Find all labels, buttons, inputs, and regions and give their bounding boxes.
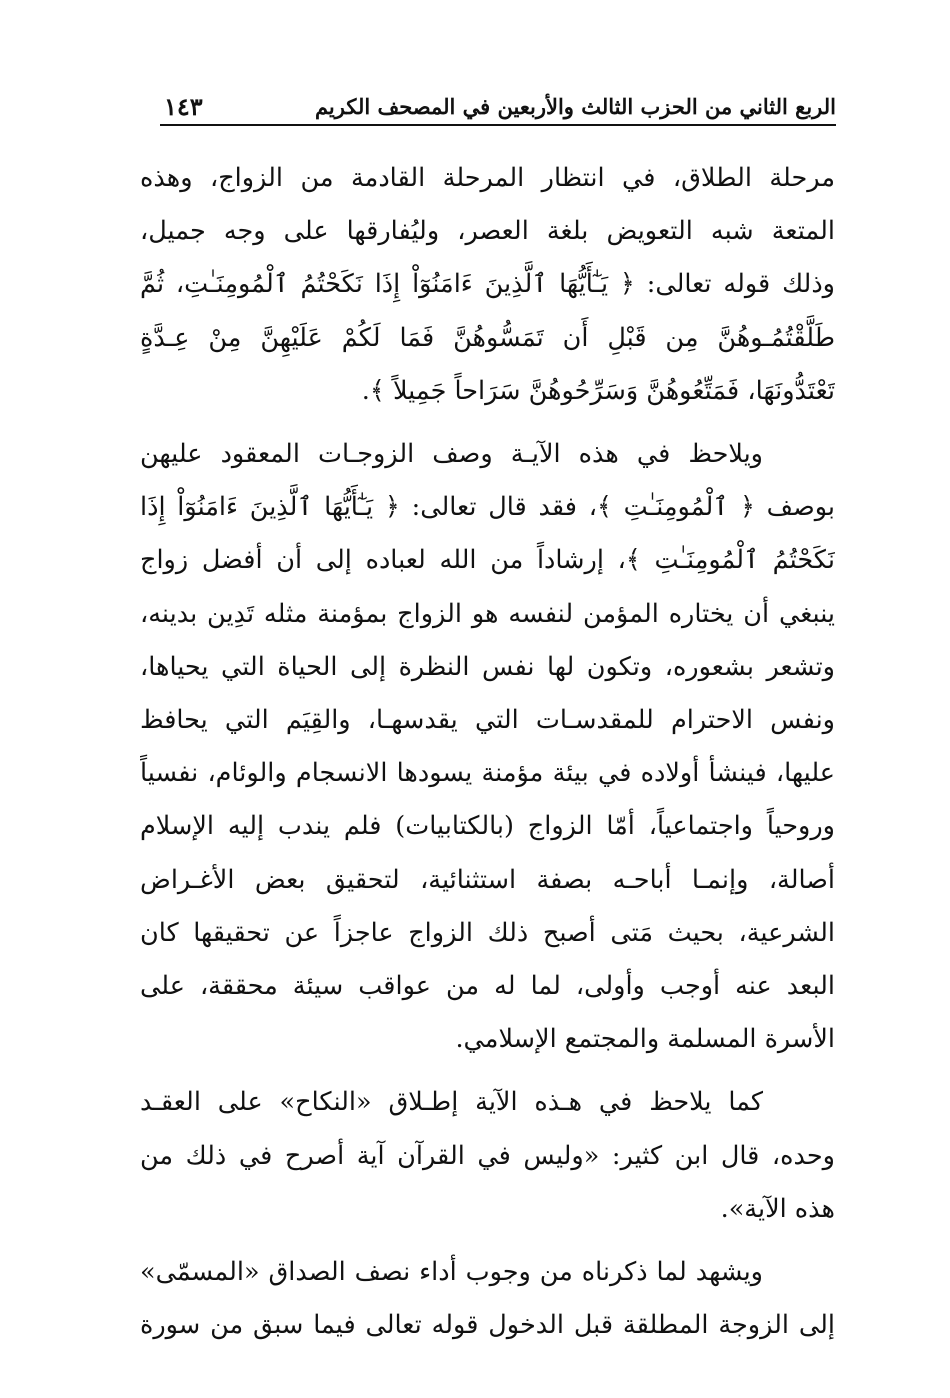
text-line: الأسرة المسلمة والمجتمع الإسلامي.	[455, 1024, 835, 1055]
text-line: ونفس الاحترام للمقدسـات التي يقدسهـا، والقِيَم التي يحافظ	[140, 705, 835, 736]
text-line: الشرعية، بحيث مَتى أصبح ذلك الزواج عاجزاً عن تحقيقها كان	[140, 917, 835, 948]
text-line: مرحلة الطلاق، في انتظار المرحلة القادمة من الزواج، وهذه	[140, 163, 835, 193]
text-line: وحده، قال ابن كثير: «وليس في القرآن آية أصرح في ذلك من	[140, 1140, 835, 1171]
text-line: أصالة، وإنمـا أباحـه بصفة استثنائية، لتحقيق بعض الأغـراض	[140, 864, 835, 895]
paragraph-4	[140, 1246, 835, 1352]
quran-verse-line: بوصف ﴿ ٱلْمُومِنَـٰتِ ﴾، فقد قال تعالى: ﴿ يَـٰٓأَيُّهَا ٱلَّذِينَ ءَامَنُوٓاْ إِذَا	[140, 492, 835, 523]
text-line: البعد عنه أوجب وأولى، لما له من عواقب سيئة محققة، على	[140, 971, 835, 1002]
paragraph-2	[140, 428, 835, 1066]
quran-verse-line: وذلك قوله تعالى: ﴿ يَـٰٓأَيُّهَا ٱلَّذِينَ ءَامَنُوٓاْ إِذَا نَكَحْتُمُ ٱلْمُومِنَـٰتِ، ثُمَّ	[140, 269, 835, 300]
page-number: ١٤٣	[164, 92, 203, 121]
text-line: وروحياً واجتماعياً، أمّا الزواج (بالكتابيات) فلم يندب إليه الإسلام	[140, 811, 835, 842]
running-header	[160, 86, 836, 126]
text-line: وتشعر بشعوره، وتكون لها نفس النظرة إلى الحياة التي يحياها،	[140, 651, 835, 682]
text-line: ويلاحظ في هذه الآيـة وصف الزوجـات المعقود عليهن	[140, 439, 763, 470]
paragraph-3	[140, 1076, 835, 1236]
text-line: المتعة شبه التعويض بلغة العصر، وليُفارقها على وجه جميل،	[140, 216, 835, 247]
paragraph-1	[140, 152, 835, 418]
text-line: ينبغي أن يختاره المؤمن لنفسه هو الزواج بمؤمنة مثله تَدِين بدينه،	[140, 598, 835, 629]
text-line: عليها، فينشأ أولاده في بيئة مؤمنة يسودها الانسجام والوئام، نفسياً	[140, 758, 835, 789]
text-line: كما يلاحظ في هـذه الآية إطـلاق «النكاح» على العقـد	[140, 1087, 763, 1118]
quran-verse-line: طَلَّقْتُمُـوهُنَّ مِن قَبْلِ أَن تَمَسُّوهُنَّ فَمَا لَكُمْ عَلَيْهِنَّ مِنْ عِـدَّةٍ	[140, 322, 835, 353]
running-title: الربع الثاني من الحزب الثالث والأربعين في المصحف الكريم	[314, 94, 836, 119]
quran-verse-line: تَعْتَدُّونَهَا، فَمَتِّعُوهُنَّ وَسَرِّحُوهُنَّ سَرَاحاً جَمِيلاً ﴾.	[361, 375, 835, 406]
text-line: هذه الآية».	[720, 1193, 835, 1224]
body-text	[140, 152, 835, 1362]
text-line: ويشهد لما ذكرناه من وجوب أداء نصف الصداق «المسمّى»	[140, 1257, 763, 1288]
text-line: إلى الزوجة المطلقة قبل الدخول قوله تعالى فيما سبق من سورة	[140, 1310, 835, 1341]
quran-verse-line: نَكَحْتُمُ ٱلْمُومِنَـٰتِ ﴾، إرشاداً من الله لعباده إلى أن أفضل زواج	[140, 545, 835, 576]
